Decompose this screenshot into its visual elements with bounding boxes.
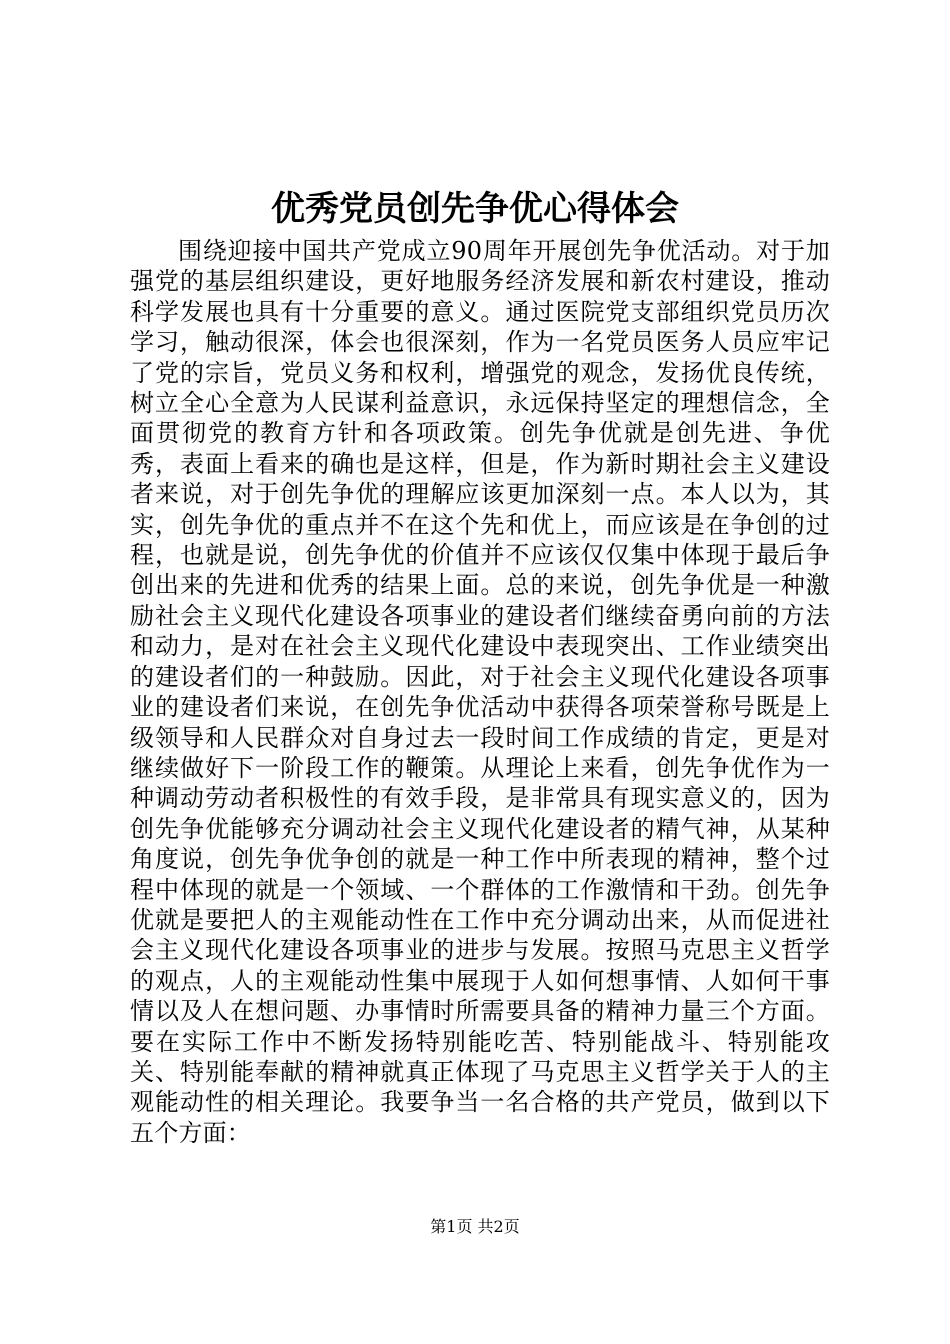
- body-paragraph: 围绕迎接中国共产党成立90周年开展创先争优活动。对于加强党的基层组织建设，更好地服务经济发展和新农村建设，推动科学发展也具有十分重要的意义。通过医院党支部组织党员历次学习，触动很深，体会也很深刻，作为一名党员医务人员应牢记了党的宗旨，党员义务和权利，增强党的观念，发扬优良传统，树立全心全意为人民谋利益意识，永远保持坚定的理想信念，全面贯彻党的教育方针和各项政策。创先争优就是创先进、争优秀，表面上看来的确也是这样，但是，作为新时期社会主义建设者来说，对于创先争优的理解应该更加深刻一点。本人以为，其实，创先争优的重点并不在这个先和优上，而应该是在争创的过程，也就是说，创先争优的价值并不应该仅仅集中体现于最后争创出来的先进和优秀的结果上面。总的来说，创先争优是一种激励社会主义现代化建设各项事业的建设者们继续奋勇向前的方法和动力，是对在社会主义现代化建设中表现突出、工作业绩突出的建设者们的一种鼓励。因此，对于社会主义现代化建设各项事业的建设者们来说，在创先争优活动中获得各项荣誉称号既是上级领导和人民群众对自身过去一段时间工作成绩的肯定，更是对继续做好下一阶段工作的鞭策。从理论上来看，创先争优作为一种调动劳动者积极性的有效手段，是非常具有现实意义的，因为创先争优能够充分调动社会主义现代化建设者的精气神，从某种角度说，创先争优争创的就是一种工作中所表现的精神，整个过程中体现的就是一个领域、一个群体的工作激情和干劲。创先争优就是要把人的主观能动性在工作中充分调动出来，从而促进社会主义现代化建设各项事业的进步与发展。按照马克思主义哲学的观点，人的主观能动性集中展现于人如何想事情、人如何干事情以及人在想问题、办事情时所需要具备的精神力量三个方面。要在实际工作中不断发扬特别能吃苦、特别能战斗、特别能攻关、特别能奉献的精神就真正体现了马克思主义哲学关于人的主观能动性的相关理论。我要争当一名合格的共产党员，做到以下五个方面：: [130, 237, 830, 1147]
- document-title: 优秀党员创先争优心得体会: [271, 189, 679, 229]
- page-footer: 第1页 共2页: [430, 1217, 520, 1236]
